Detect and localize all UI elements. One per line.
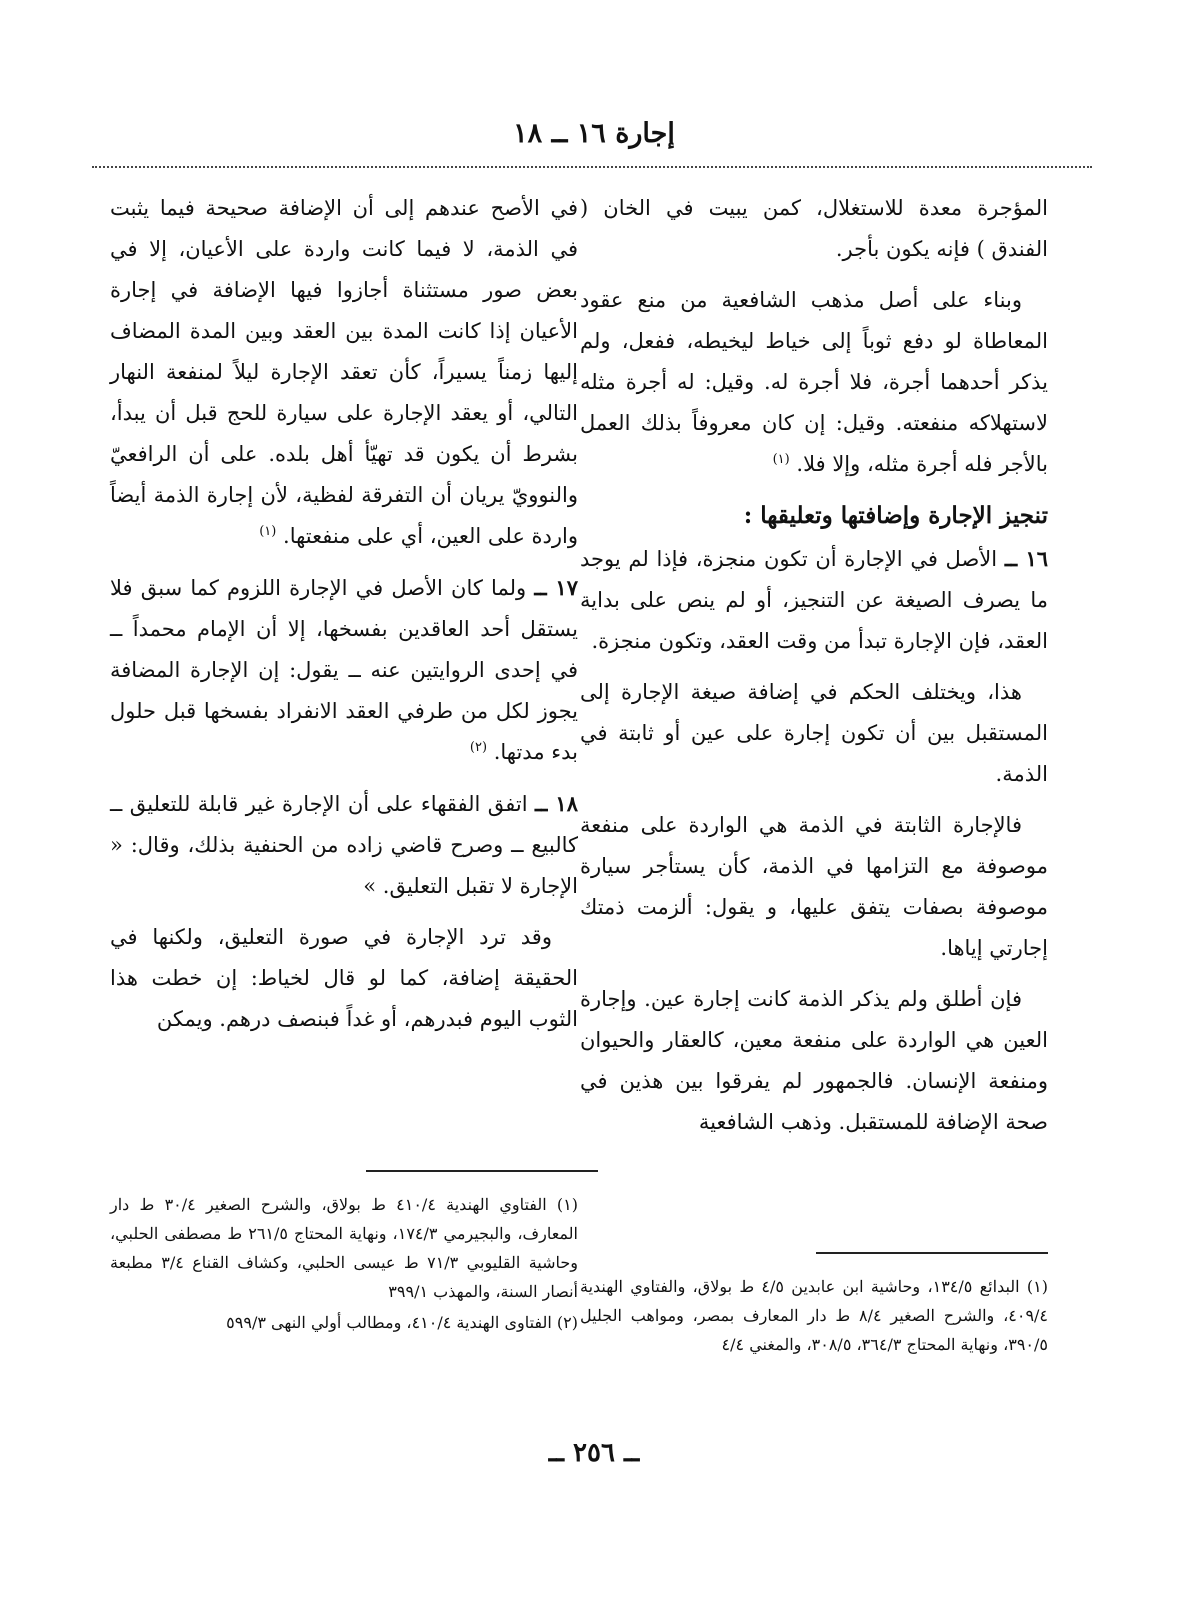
footnote: (١) البدائع ١٣٤/٥، وحاشية ابن عابدين ٤/٥ ط بولاق، والفتاوي الهندية ٤٠٩/٤، والشرح الصغير ٨/٤ ط دار المعارف بمصر، ومواهب الجليل ٣٩٠/٥، ونهاية المحتاج ٣٦٤/٣، ٣٠٨/٥، والمغني ٤/٤	[580, 1277, 1049, 1354]
footnotes-left	[110, 1190, 578, 1337]
footnote-ref[interactable]: (١)	[772, 452, 790, 467]
footnote: (١) الفتاوي الهندية ٤١٠/٤ ط بولاق، والشرح الصغير ٣٠/٤ ط دار المعارف، والبجيرمي ١٧٤/٣، ونهاية المحتاج ٢٦١/٥ ط مصطفى الحلبي، وحاشية القليوبي ٧١/٣ ط عيسى الحلبي، وكشاف القناع ٣/٤ مطبعة أنصار السنة، والمهذب ٣٩٩/١	[110, 1195, 578, 1301]
paragraph: فالإجارة الثابتة في الذمة هي الواردة على منفعة موصوفة مع التزامها في الذمة، كأن يستأجر سيارة موصوفة بصفات يتفق عليها، و يقول: ألزمت ذمتك إجارتي إياها.	[580, 813, 1048, 960]
paragraph-text: الأصل في الإجارة أن تكون منجزة، فإذا لم يوجد ما يصرف الصيغة عن التنجيز، أو لم ينص على بداية العقد، فإن الإجارة تبدأ من وقت العقد، وتكون منجزة.	[580, 547, 1048, 653]
right-column	[580, 188, 1048, 1153]
footnote-ref[interactable]: (١)	[259, 524, 277, 539]
page-number: ــ ٢٥٦ ــ	[548, 1438, 640, 1468]
section-heading: تنجيز الإجارة وإضافتها وتعليقها :	[743, 502, 1048, 529]
paragraph	[580, 538, 1048, 662]
paragraph	[110, 188, 578, 557]
paragraph	[580, 280, 1048, 485]
running-header: إجارة ١٦ ــ ١٨	[513, 118, 675, 149]
left-column	[110, 188, 578, 1050]
paragraph	[110, 783, 578, 907]
paragraph-number: ١٧ ــ	[534, 575, 578, 600]
paragraph-number: ١٨ ــ	[535, 791, 578, 816]
paragraph: المؤجرة معدة للاستغلال، كمن يبيت في الخان ( الفندق ) فإنه يكون بأجر.	[580, 196, 1048, 261]
footnote-rule	[816, 1252, 1048, 1254]
paragraph: هذا، ويختلف الحكم في إضافة صيغة الإجارة إلى المستقبل بين أن تكون إجارة على عين أو ثابتة في الذمة.	[580, 680, 1048, 786]
paragraph-text: في الأصح عندهم إلى أن الإضافة صحيحة فيما يثبت في الذمة، لا فيما كانت واردة على الأعيان، إلا في بعض صور مستثناة أجازوا فيها الإضافة في إجارة الأعيان إذا كانت المدة بين العقد وبين المدة المضاف إليها زمناً يسيراً، كأن تعقد الإجارة ليلاً لمنفعة النهار التالي، أو يعقد الإجارة على سيارة للحج قبل أن يبدأ، بشرط أن يكون قد تهيّأ أهل بلده. على أن الرافعيّ والنوويّ يريان أن التفرقة لفظية، لأن إجارة الذمة أيضاً واردة على العين، أي على منفعتها.	[110, 196, 578, 548]
footnote: (٢) الفتاوى الهندية ٤١٠/٤، ومطالب أولي النهى ٥٩٩/٣	[226, 1313, 578, 1332]
footnote-ref[interactable]: (٢)	[469, 740, 488, 755]
paragraph-text: اتفق الفقهاء على أن الإجارة غير قابلة للتعليق ــ كالبيع ــ وصرح قاضي زاده من الحنفية بذلك، وقال: « الإجارة لا تقبل التعليق. »	[110, 792, 578, 898]
paragraph-text: ولما كان الأصل في الإجارة اللزوم كما سبق فلا يستقل أحد العاقدين بفسخها، إلا أن الإمام محمداً ــ في إحدى الروايتين عنه ــ يقول: إن الإجارة المضافة يجوز لكل من طرفي العقد الانفراد بفسخها قبل حلول بدء مدتها.	[110, 576, 578, 764]
paragraph: وقد ترد الإجارة في صورة التعليق، ولكنها في الحقيقة إضافة، كما لو قال لخياط: إن خطت هذا الثوب اليوم فبدرهم، أو غداً فبنصف درهم. ويمكن	[110, 925, 578, 1031]
footnotes-right	[580, 1272, 1048, 1359]
paragraph-text: وبناء على أصل مذهب الشافعية من منع عقود المعاطاة لو دفع ثوباً إلى خياط ليخيطه، ففعل، ولم يذكر أحدهما أجرة، فلا أجرة له. وقيل: له أجرة مثله لاستهلاكه منفعته. وقيل: إن كان معروفاً بذلك العمل بالأجر فله أجرة مثله، وإلا فلا.	[580, 288, 1048, 476]
footnote-rule	[366, 1170, 598, 1172]
header-dotted-rule	[92, 166, 1092, 168]
paragraph: فإن أطلق ولم يذكر الذمة كانت إجارة عين. وإجارة العين هي الواردة على منفعة معين، كالعقار والحيوان ومنفعة الإنسان. فالجمهور لم يفرقوا بين هذين في صحة الإضافة للمستقبل. وذهب الشافعية	[580, 987, 1048, 1134]
paragraph	[110, 567, 578, 773]
paragraph-number: ١٦ ــ	[1004, 546, 1049, 571]
